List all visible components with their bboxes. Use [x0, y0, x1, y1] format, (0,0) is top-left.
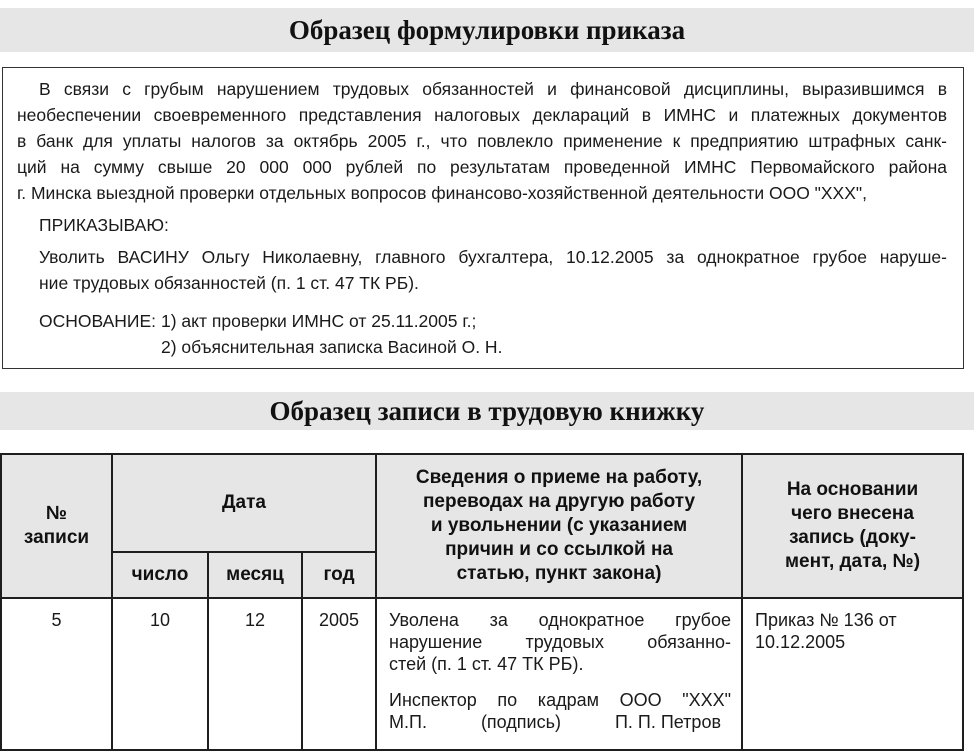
order-line: необеспечении своевременного представления налоговых деклараций в ИМНС и платежных документов: [17, 105, 947, 125]
dismiss-line: Уволить ВАСИНУ Ольгу Николаевну, главного бухгалтера, 10.12.2005 за однократное грубое наруше-: [39, 247, 947, 267]
basis-label: ОСНОВАНИЕ:: [39, 311, 157, 331]
basis-line: Приказ № 136 от: [755, 610, 897, 630]
header-basis: На основании чего внесена запись (доку- мент, дата, №): [742, 454, 963, 598]
table-row: [1, 598, 963, 750]
signature-line: [389, 711, 731, 733]
order-line: В связи с грубым нарушением трудовых обязанностей и финансовой дисциплины, выразившимся в: [39, 79, 947, 99]
cell-year: 2005: [302, 598, 376, 750]
dismiss-line: ние трудовых обязанностей (п. 1 ст. 47 ТК РБ).: [39, 273, 419, 293]
info-line: Уволена за однократное грубое: [389, 610, 732, 630]
cell-record-no: 5: [1, 598, 112, 750]
order-word: ПРИКАЗЫВАЮ:: [39, 215, 169, 235]
basis-item: 1) акт проверки ИМНС от 25.11.2005 г.;: [161, 311, 477, 331]
stamp-mark: М.П.: [389, 712, 427, 732]
order-section-title: Образец формулировки приказа: [0, 8, 974, 52]
cell-basis: [742, 598, 963, 750]
info-line: стей (п. 1 ст. 47 ТК РБ).: [389, 654, 584, 674]
work-book-table: [0, 453, 964, 751]
basis-item: 2) объяснительная записка Васиной О. Н.: [161, 337, 503, 357]
basis-line: 10.12.2005: [755, 632, 846, 652]
header-day: число: [112, 552, 208, 598]
inspector-name: П. П. Петров: [614, 712, 722, 732]
cell-info: [376, 598, 742, 750]
header-month: месяц: [208, 552, 302, 598]
info-line: нарушение трудовых обязанно-: [389, 632, 732, 652]
order-line: г. Минска выездной проверки отдельных вопросов финансово-хозяйственной деятельности ООО "ХХХ",: [17, 183, 867, 203]
signer-line: Инспектор по кадрам ООО "ХХХ": [389, 690, 732, 710]
book-section-title: Образец записи в трудовую книжку: [0, 392, 974, 430]
order-line: в банк для уплаты налогов за октябрь 2005 г., что повлекло применение к предприятию штрафных санк-: [17, 131, 947, 151]
order-line: ций на сумму свыше 20 000 000 рублей по результатам проведенной ИМНС Первомайского района: [17, 157, 947, 177]
cell-day: 10: [112, 598, 208, 750]
signature-placeholder: (подпись): [480, 712, 561, 732]
header-date: Дата: [112, 454, 376, 552]
cell-month: 12: [208, 598, 302, 750]
header-year: год: [302, 552, 376, 598]
header-record-no: № записи: [1, 454, 112, 598]
order-text-box: [2, 67, 964, 369]
header-info: Сведения о приеме на работу, переводах на другую работу и увольнении (с указанием причин и со ссылкой на статью, пункт закона): [376, 454, 742, 598]
